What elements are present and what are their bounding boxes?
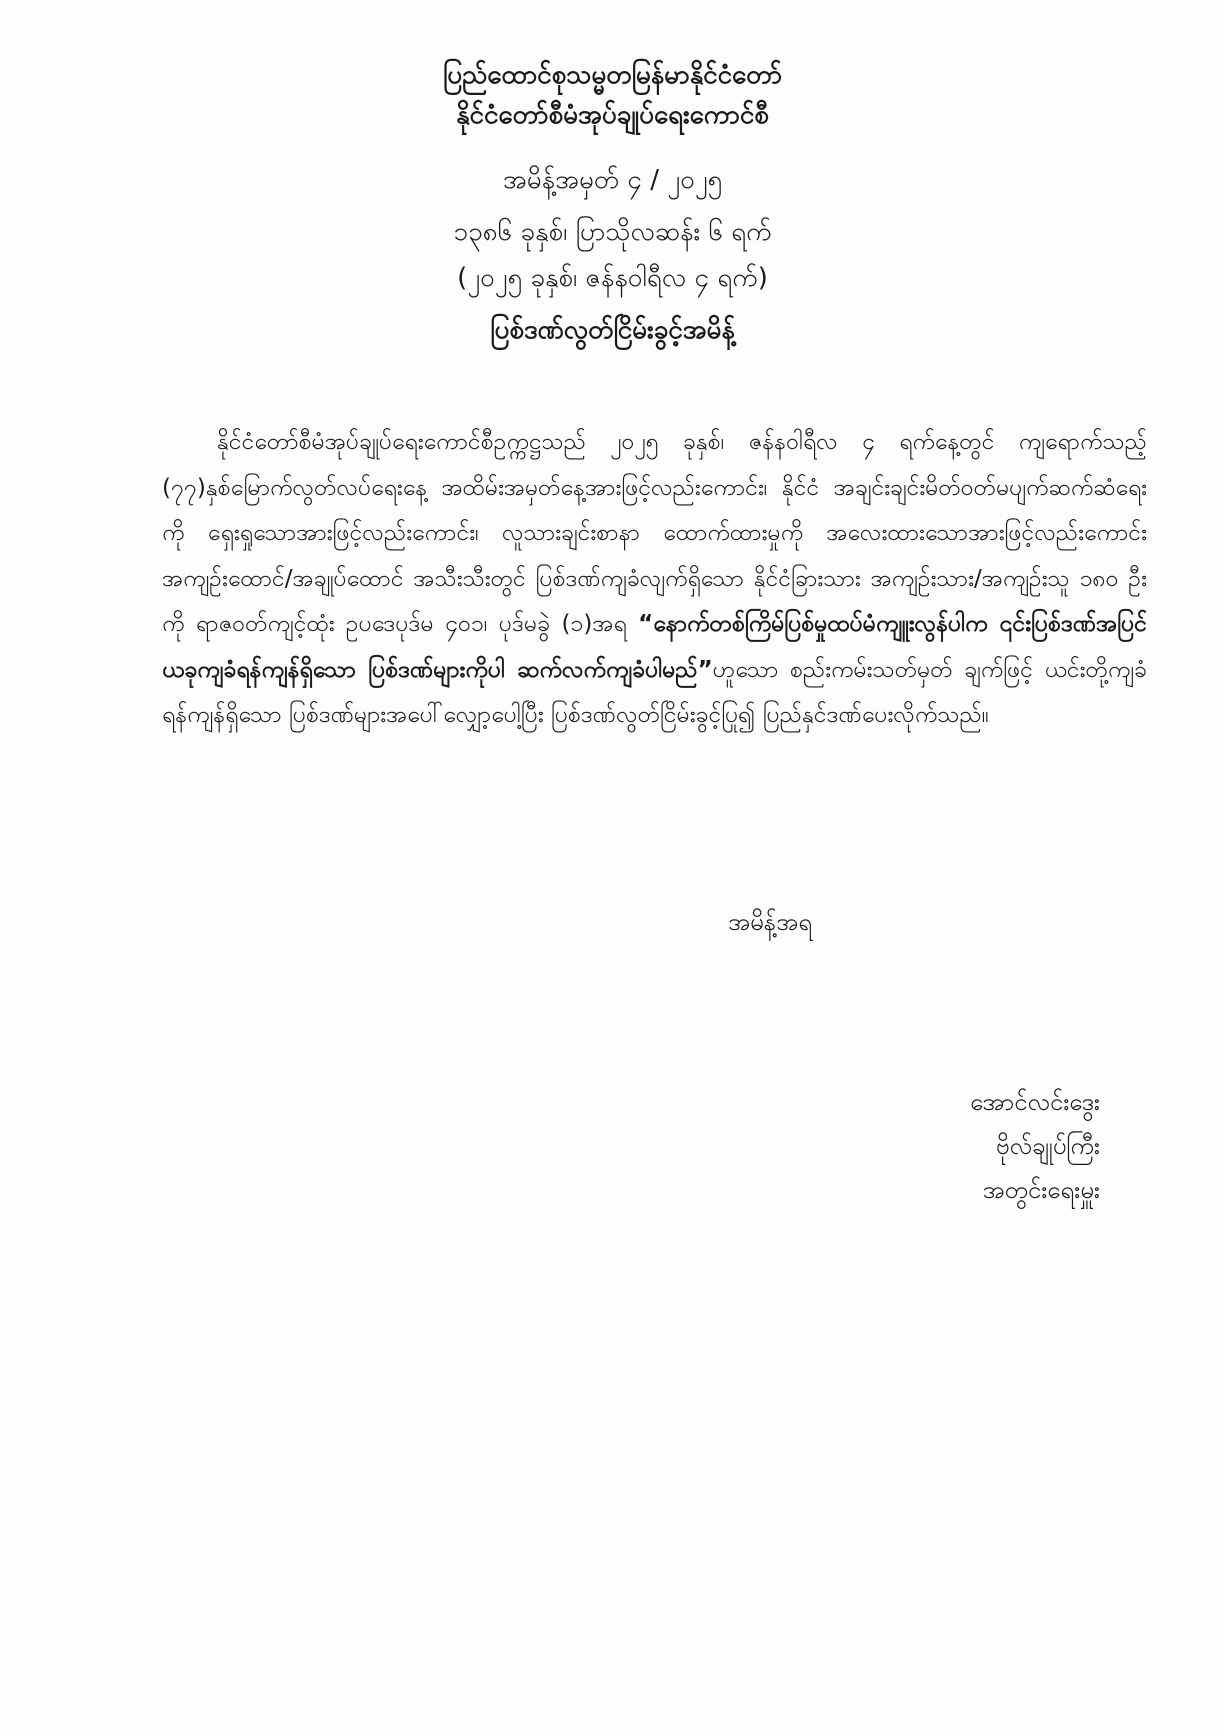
myanmar-date: ၁၃၈၆ ခုနှစ်၊ ပြာသိုလဆန်း ၆ ရက် — [453, 217, 772, 247]
signature-block — [860, 1080, 1100, 1212]
sign-off-label: အမိန့်အရ — [728, 908, 812, 936]
country-name: ပြည်ထောင်စုသမ္မတမြန်မာနိုင်ငံတော် — [442, 60, 783, 90]
body-text-part2: ဟူသော စည်းကမ်းသတ်မှတ် ချက်ဖြင့် ယင်းတို့ကျခံရန်ကျန်ရှိသော ပြစ်ဒဏ်များအပေါ်လျှော့ပေါ့ပြီး ပြစ်ဒဏ်လွတ်ငြိမ်းခွင့်ပြု၍ ပြည်နှင်ဒဏ်ပေးလိုက်သည်။ — [162, 656, 1147, 728]
order-number: အမိန့်အမှတ် ၄ / ၂၀၂၅ — [502, 165, 723, 195]
signatory-rank: ဗိုလ်ချုပ်ကြီး — [995, 1132, 1100, 1160]
gregorian-date: (၂၀၂၅ ခုနှစ်၊ ဇန်နဝါရီလ ၄ ရက်) — [457, 263, 768, 293]
body-text-emphasis: “နောက်တစ်ကြိမ်ပြစ်မှုထပ်မံကျူးလွန်ပါက ၎င်းပြစ်ဒဏ်အပြင် ယခုကျခံရန်ကျန်ရှိသော ပြစ်ဒဏ်များကိုပါ ဆက်လက်ကျခံပါမည်” — [162, 611, 1148, 683]
document-header — [0, 55, 1225, 135]
council-name: နိုင်ငံတော်စီမံအုပ်ချုပ်ရေးကောင်စီ — [456, 100, 769, 130]
body-text-part1: နိုင်ငံတော်စီမံအုပ်ချုပ်ရေးကောင်စီဥက္ကဋ္ဌသည် ၂၀၂၅ ခုနှစ်၊ ဇန်နဝါရီလ ၄ ရက်နေ့တွင် ကျရောက်သည့် (၇၇)နှစ်မြောက်လွတ်လပ်ရေးနေ့ အထိမ်းအမှတ်နေ့အားဖြင့်လည်းကောင်း၊ နိုင်ငံ အချင်းချင်းမိတ်ဝတ်မပျက်ဆက်ဆံရေးကို ရှေးရှုသောအားဖြင့်လည်းကောင်း၊ လူသားချင်းစာနာ ထောက်ထားမှုကို အလေးထားသောအားဖြင့်လည်းကောင်း အကျဉ်းထောင်/အချုပ်ထောင် အသီးသီးတွင် ပြစ်ဒဏ်ကျခံလျက်ရှိသော နိုင်ငံခြားသား အကျဉ်းသား/အကျဉ်းသူ ၁၈၀ ဦးကို ရာဇဝတ်ကျင့်ထုံး ဥပဒေပုဒ်မ ၄၀၁၊ ပုဒ်မခွဲ (၁)အရ — [162, 429, 1147, 637]
signatory-name: အောင်လင်းဒွေး — [970, 1088, 1100, 1116]
signatory-title: အတွင်းရေးမှူး — [982, 1176, 1100, 1204]
order-subject: ပြစ်ဒဏ်လွတ်ငြိမ်းခွင့်အမိန့် — [490, 315, 735, 345]
order-body-paragraph — [162, 420, 1147, 739]
